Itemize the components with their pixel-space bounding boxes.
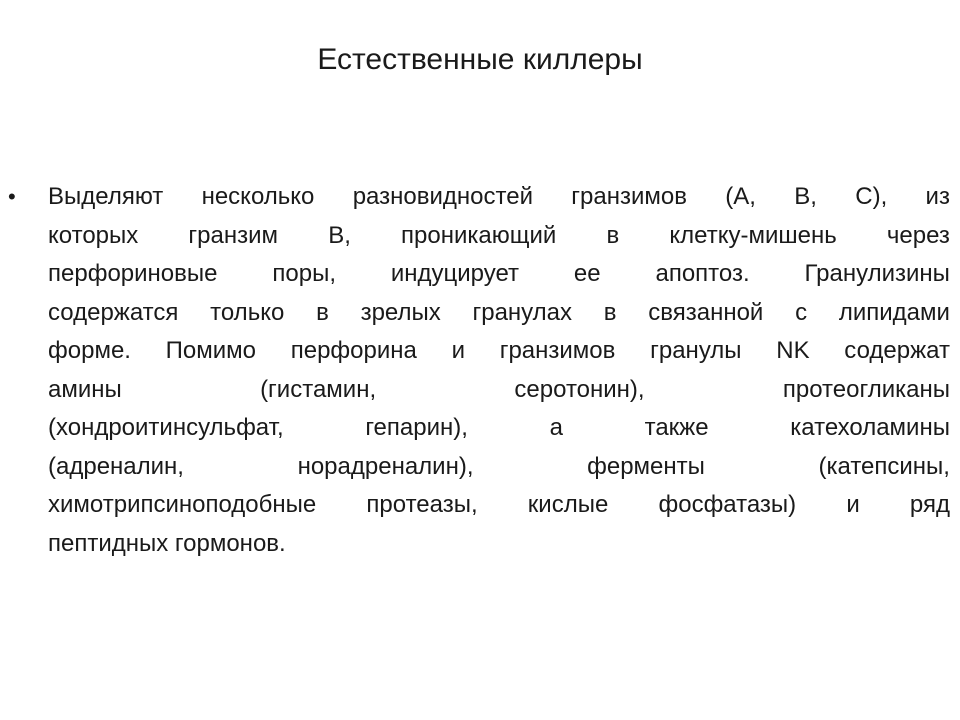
word: форме. (48, 337, 131, 364)
paragraph-line (48, 448, 950, 487)
slide-title: Естественные киллеры (317, 43, 643, 76)
word: Выделяют (48, 183, 164, 210)
word: гранзим (188, 221, 279, 249)
word: гранулы (650, 337, 742, 364)
word: гранзимов (499, 337, 616, 364)
word: только (210, 298, 285, 326)
paragraph-line (48, 409, 950, 448)
paragraph-line (48, 294, 950, 333)
bullet-marker: • (8, 184, 16, 209)
word: также (644, 414, 709, 441)
word: в (603, 298, 617, 326)
word: С), (855, 183, 888, 210)
word: и (451, 337, 465, 364)
word: ее (573, 260, 601, 287)
word: связанной (648, 298, 764, 326)
word: и (846, 491, 860, 518)
word: норадреналин), (297, 452, 474, 480)
word: серотонин), (514, 375, 645, 403)
word: катехоламины (790, 414, 950, 441)
word: В, (794, 183, 817, 210)
paragraph-line (48, 217, 950, 256)
word: ряд (909, 491, 950, 518)
paragraph-line (48, 486, 950, 525)
word: Гранулизины (804, 260, 950, 287)
word: разновидностей (352, 183, 533, 210)
word: протеазы, (366, 491, 478, 518)
word: (адреналин, (48, 452, 184, 480)
word: в (606, 221, 620, 249)
word: несколько (201, 183, 315, 210)
word: NK (776, 337, 810, 364)
word: перфорина (290, 337, 417, 364)
word: (катепсины, (818, 452, 950, 480)
word: гранзимов (571, 183, 687, 210)
paragraph-line: пептидных гормонов. (48, 529, 286, 557)
word: апоптоз. (655, 260, 750, 287)
word: содержатся (48, 298, 179, 326)
word: липидами (838, 298, 950, 326)
bullet-paragraph (48, 178, 950, 563)
paragraph-line (48, 332, 950, 371)
word: которых (48, 221, 139, 249)
word: кислые (527, 491, 609, 518)
word: проникающий (401, 221, 557, 249)
paragraph-line (48, 255, 950, 294)
word: ферменты (587, 452, 705, 480)
word: содержат (844, 337, 950, 364)
word: фосфатазы) (658, 491, 797, 518)
word: клетку-мишень (669, 221, 837, 249)
word: (А, (725, 183, 756, 210)
word: протеогликаны (782, 375, 950, 403)
word: зрелых (360, 298, 441, 326)
word: Помимо (165, 337, 257, 364)
word: из (925, 183, 950, 210)
word: В, (328, 221, 351, 249)
word: индуцирует (390, 260, 520, 287)
word: гепарин), (365, 414, 468, 441)
word: (хондроитинсульфат, (48, 414, 284, 441)
paragraph-line (48, 178, 950, 217)
word: через (886, 221, 950, 249)
word: гранулах (472, 298, 572, 326)
word: в (316, 298, 329, 326)
word: (гистамин, (260, 375, 377, 403)
word: перфориновые (48, 260, 218, 287)
word: а (549, 414, 563, 441)
word: поры, (272, 260, 336, 287)
word: амины (48, 375, 122, 403)
paragraph-line (48, 371, 950, 410)
word: химотрипсиноподобные (48, 491, 317, 518)
word: с (795, 298, 808, 326)
